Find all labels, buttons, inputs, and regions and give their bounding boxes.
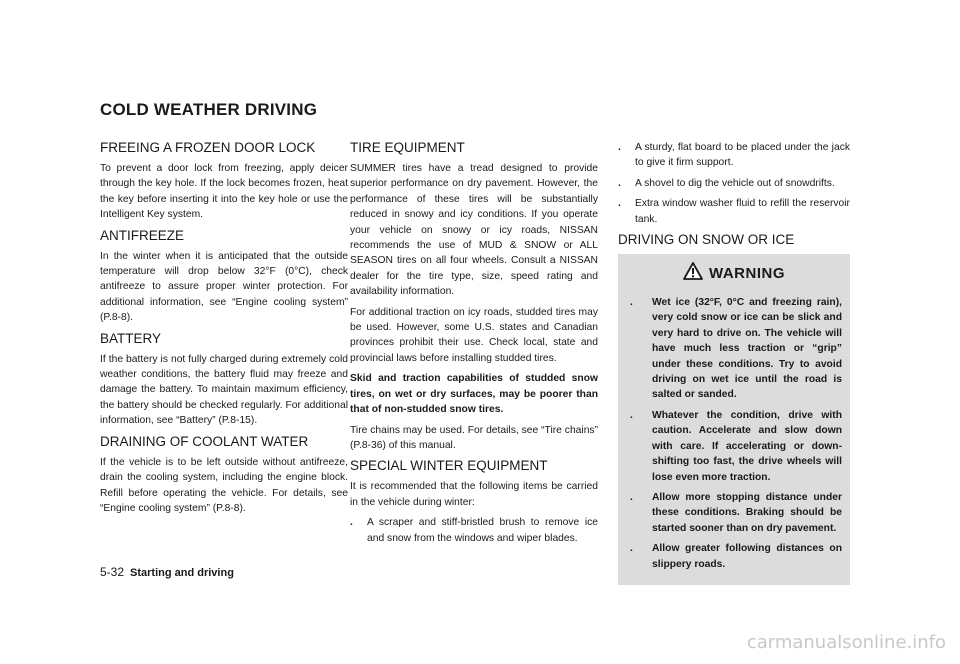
list-item — [350, 515, 598, 546]
warning-item — [626, 490, 842, 536]
bullet: . — [630, 543, 633, 555]
column-3 — [618, 140, 850, 585]
heading-antifreeze: ANTIFREEZE — [100, 227, 185, 243]
warning-item-text: Wet ice (32°F, 0°C and freezing rain), very cold snow or ice can be slick and very hard to drive on. The vehicle will have much less traction or “grip” under these conditions. Try to avoid driving on wet ice until the road is salted or sanded. — [652, 297, 842, 401]
heading-frozen-door-lock: FREEING A FROZEN DOOR LOCK — [100, 140, 316, 155]
heading-special-winter-equipment: SPECIAL WINTER EQUIPMENT — [350, 458, 548, 474]
column-1 — [100, 140, 348, 521]
winter-equipment-list — [350, 515, 598, 546]
bullet: . — [618, 177, 621, 189]
warning-list — [626, 295, 842, 572]
winter-equipment-list-continued — [618, 140, 850, 227]
section-title: COLD WEATHER DRIVING — [100, 100, 318, 119]
heading-draining-coolant: DRAINING OF COOLANT WATER — [100, 433, 309, 449]
warning-header — [626, 262, 842, 285]
warning-box — [618, 254, 850, 585]
paragraph-frozen-door-lock: To prevent a door lock from freezing, apply deicer through the key hole. If the lock becomes frozen, heat the key before inserting it into the key hole or use the Intelligent Key system. — [100, 163, 348, 221]
paragraph-antifreeze: In the winter when it is anticipated that the outside temperature will drop below 32°F (0°C), check antifreeze to assure proper winter protection. For additional information, see “Engine cooling system” (P.8-8). — [100, 250, 348, 324]
warning-title: WARNING — [709, 265, 785, 283]
warning-item-text: Allow more stopping distance under these conditions. Braking should be started sooner than on dry pavement. — [652, 491, 842, 534]
list-item — [618, 196, 850, 227]
paragraph-battery: If the battery is not fully charged during extremely cold weather conditions, the battery fluid may freeze and damage the battery. To maintain maximum efficiency, the battery should be checked regularly. For additional information, see “Battery” (P.8-15). — [100, 353, 348, 427]
chapter-name: Starting and driving — [130, 567, 234, 579]
list-item-text: A scraper and stiff-bristled brush to remove ice and snow from the windows and wiper blades. — [367, 517, 598, 544]
watermark: carmanualsonline.info — [746, 632, 946, 653]
bullet: . — [618, 142, 621, 153]
bullet: . — [618, 198, 621, 210]
paragraph-tire-1: SUMMER tires have a tread designed to provide superior performance on dry pavement. However, the performance of these tires will be substantially reduced in snowy and icy conditions. If you operate your vehicle on snowy or icy roads, NISSAN recommends the use of MUD & SNOW or ALL SEASON tires on all four wheels. Consult a NISSAN dealer for the tire type, size, speed rating and availability information. — [350, 163, 598, 298]
paragraph-special: It is recommended that the following items be carried in the vehicle during winter: — [350, 481, 598, 508]
page-footer — [100, 565, 234, 579]
bullet: . — [350, 517, 353, 529]
warning-item-text: Allow greater following distances on slippery roads. — [652, 543, 842, 570]
warning-item — [626, 541, 842, 572]
heading-battery: BATTERY — [100, 330, 162, 346]
list-item — [618, 140, 850, 171]
paragraph-tire-2: For additional traction on icy roads, studded tires may be used. However, some U.S. states and Canadian provinces prohibit their use. Check local, state and provincial laws before installing studded tires. — [350, 306, 598, 364]
list-item-text: A sturdy, flat board to be placed under the jack to give it firm support. — [635, 142, 850, 169]
list-item-text: Extra window washer fluid to refill the reservoir tank. — [635, 198, 850, 225]
paragraph-tire-3: Skid and traction capabilities of studded snow tires, on wet or dry surfaces, may be poorer than that of non-studded snow tires. — [350, 373, 598, 416]
warning-item — [626, 408, 842, 485]
bullet: . — [630, 491, 633, 503]
warning-item — [626, 295, 842, 403]
warning-item-text: Whatever the condition, drive with caution. Accelerate and slow down with care. If accelerating or down-shifting too fast, the drive wheels will lose even more traction. — [652, 409, 842, 483]
list-item — [618, 176, 850, 191]
paragraph-tire-4: Tire chains may be used. For details, see “Tire chains” (P.8-36) of this manual. — [350, 424, 598, 451]
list-item-text: A shovel to dig the vehicle out of snowdrifts. — [635, 177, 835, 189]
bullet: . — [630, 409, 633, 421]
heading-tire-equipment: TIRE EQUIPMENT — [350, 140, 465, 155]
page-number: 5-32 — [100, 565, 125, 579]
bullet: . — [630, 297, 633, 309]
heading-driving-on-snow-or-ice: DRIVING ON SNOW OR ICE — [618, 232, 795, 248]
warning-triangle-icon — [683, 262, 703, 285]
column-2 — [350, 140, 598, 551]
paragraph-draining-coolant: If the vehicle is to be left outside without antifreeze, drain the cooling system, including the engine block. Refill before operating the vehicle. For details, see “Engine cooling system” (P.8-8). — [100, 456, 348, 514]
